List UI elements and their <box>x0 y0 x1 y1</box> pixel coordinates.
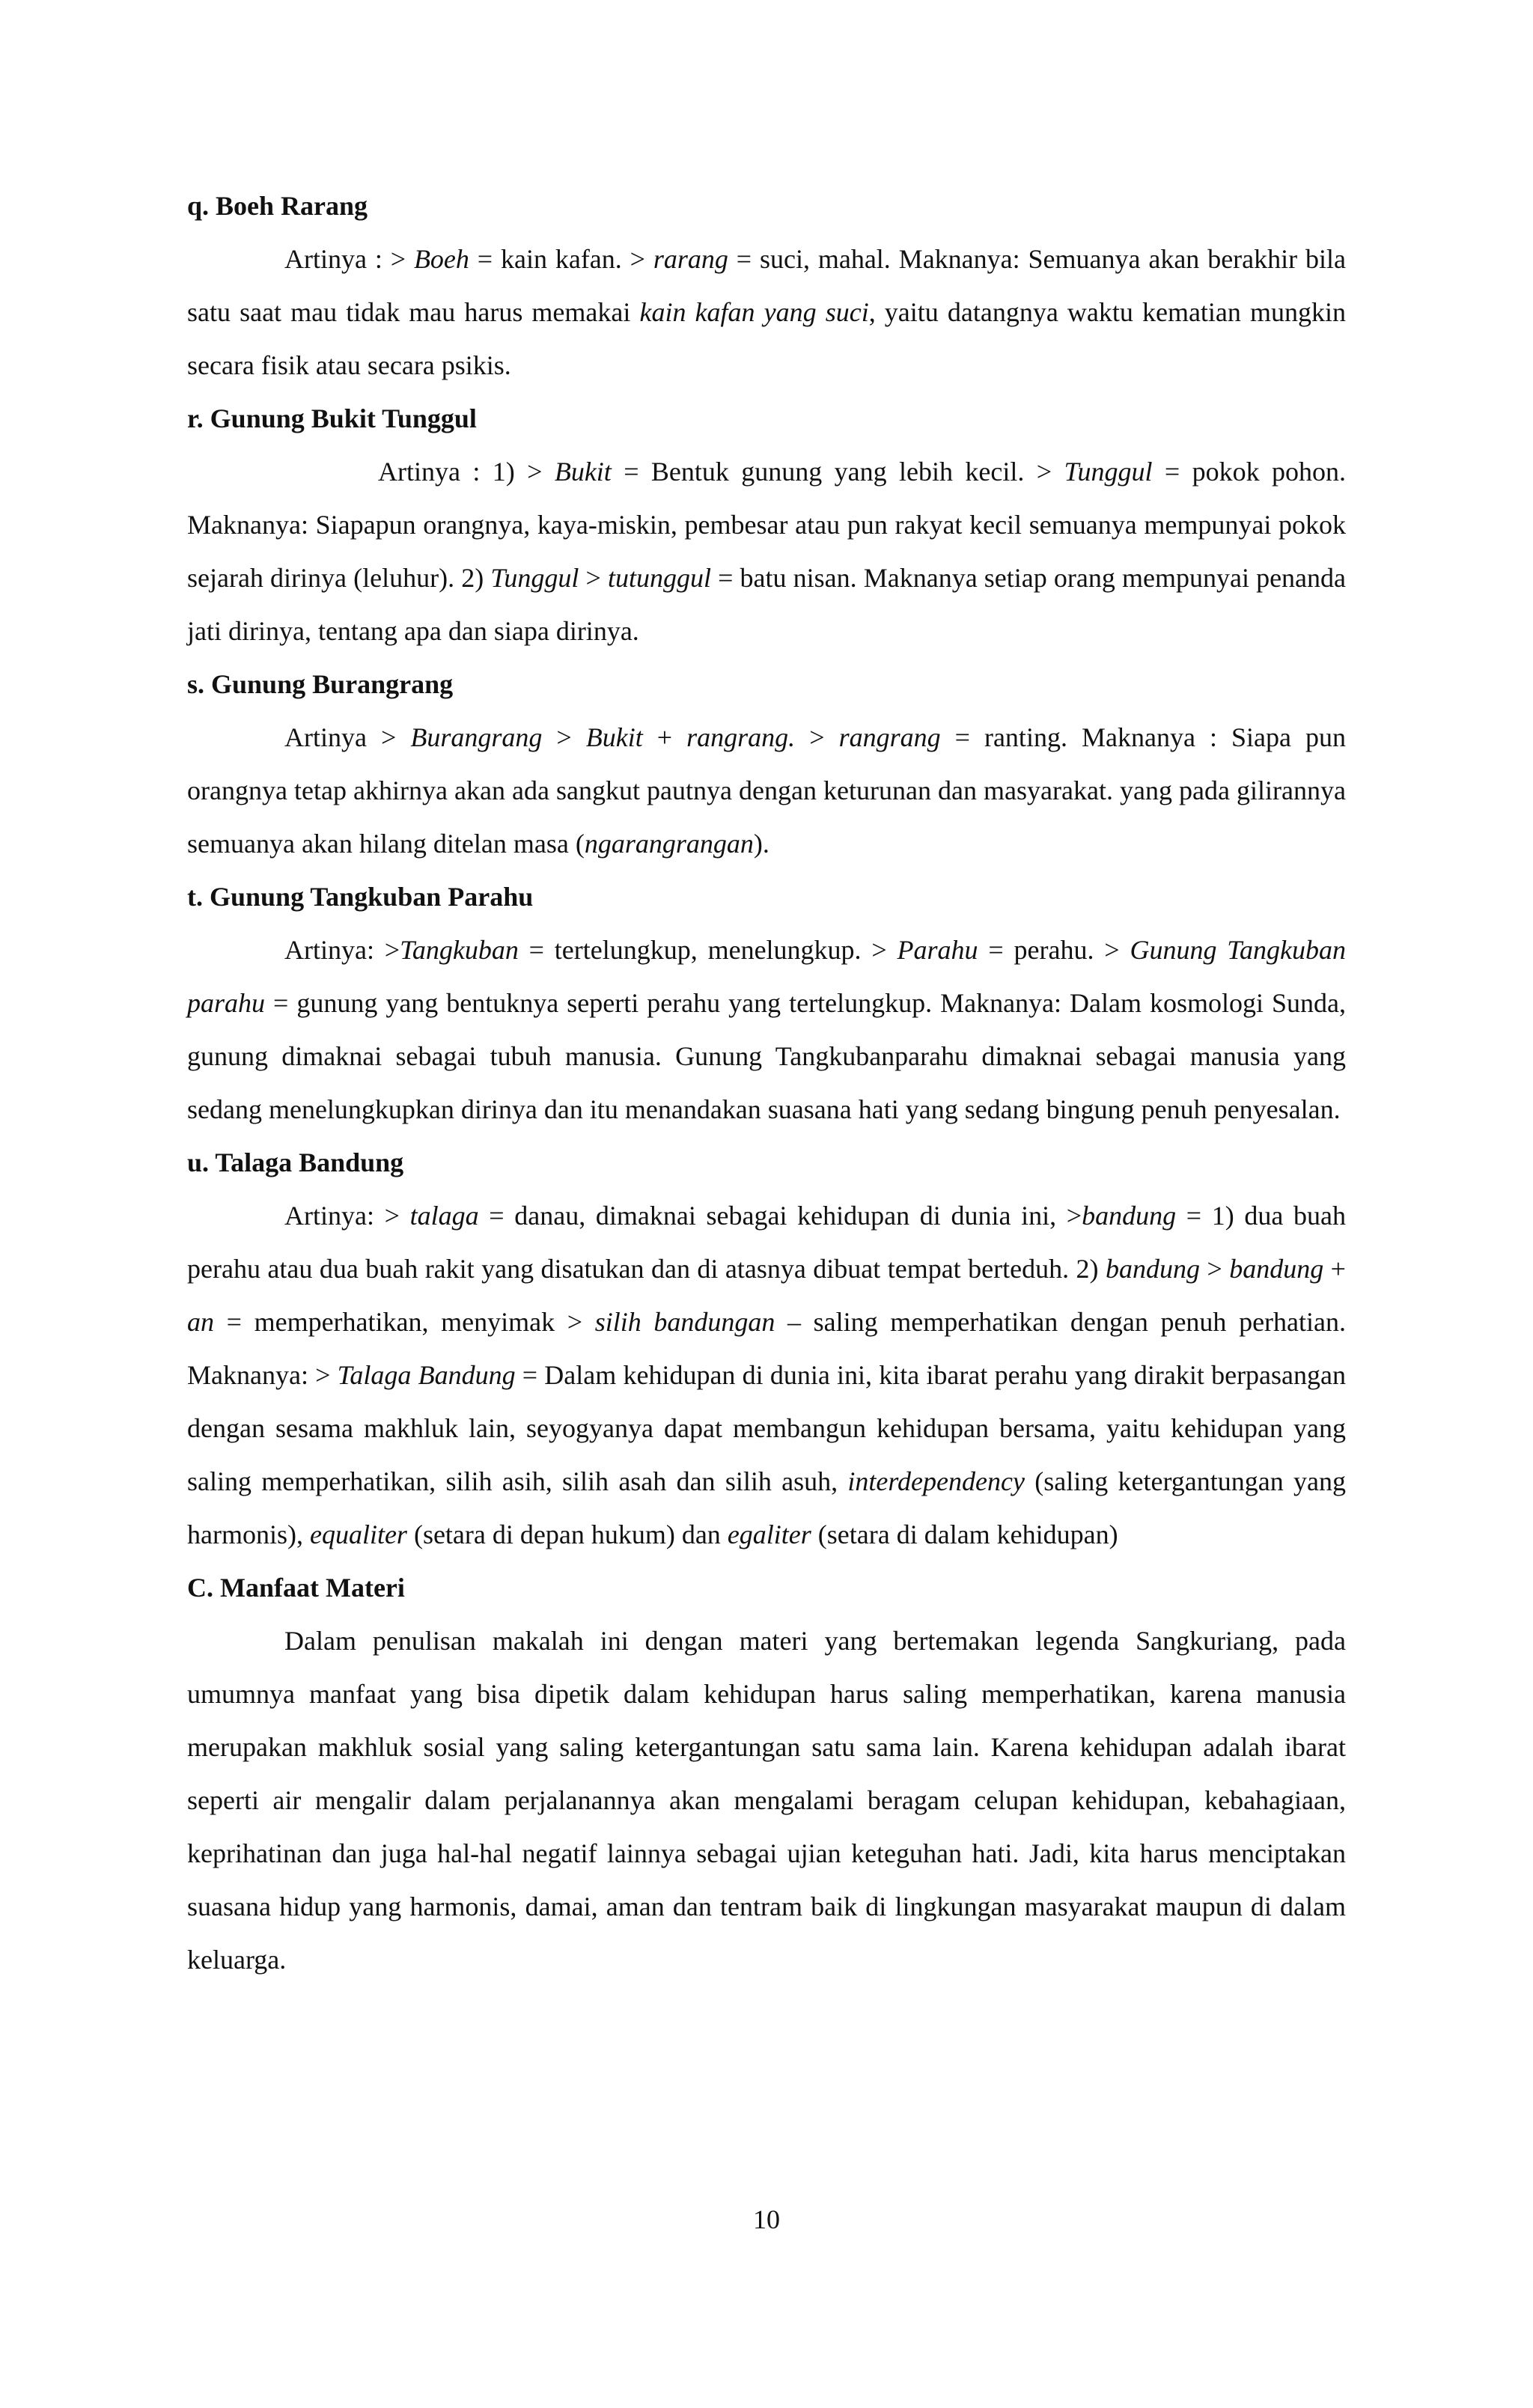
section-heading-s: s. Gunung Burangrang <box>187 669 454 699</box>
section-heading-c: C. Manfaat Materi <box>187 1573 405 1603</box>
section-paragraph-q: Artinya : > Boeh = kain kafan. > rarang = suci, mahal. Maknanya: Semuanya akan berakhir bila satu saat mau tidak mau harus memakai kain kafan yang suci, yaitu datangnya waktu kematian mungkin secara fisik atau secara psikis. <box>187 244 1347 380</box>
section-paragraph-u: Artinya: > talaga = danau, dimaknai sebagai kehidupan di dunia ini, >bandung = 1) dua buah perahu atau dua buah rakit yang disatukan dan di atasnya dibuat tempat berteduh. 2) bandung > bandung + an = memperhatikan, menyimak > silih bandungan – saling memperhatikan dengan penuh perhatian. Maknanya: > Talaga Bandung = Dalam kehidupan di dunia ini, kita ibarat perahu yang dirakit berpasangan dengan sesama makhluk lain, seyogyanya dapat membangun kehidupan bersama, yaitu kehidupan yang saling memperhatikan, silih asih, silih asah dan silih asuh, interdependency (saling ketergantungan yang harmonis), equaliter (setara di depan hukum) dan egaliter (setara di dalam kehidupan) <box>187 1201 1347 1549</box>
section-paragraph-c: Dalam penulisan makalah ini dengan materi yang bertemakan legenda Sangkuriang, pada umumnya manfaat yang bisa dipetik dalam kehidupan harus saling memperhatikan, karena manusia merupakan makhluk sosial yang saling ketergantungan satu sama lain. Karena kehidupan adalah ibarat seperti air mengalir dalam perjalanannya akan mengalami beragam celupan kehidupan, kebahagiaan, keprihatinan dan juga hal-hal negatif lainnya sebagai ujian keteguhan hati. Jadi, kita harus menciptakan suasana hidup yang harmonis, damai, aman dan tentram baik di lingkungan masyarakat maupun di dalam keluarga. <box>187 1626 1346 1975</box>
page-number: 10 <box>753 2204 780 2234</box>
section-paragraph-r: Artinya : 1) > Bukit = Bentuk gunung yang lebih kecil. > Tunggul = pokok pohon. Maknanya: Siapapun orangnya, kaya-miskin, pembesar atau pun rakyat kecil semuanya mempunyai pokok sejarah dirinya (leluhur). 2) Tunggul > tutunggul = batu nisan. Maknanya setiap orang mempunyai penanda jati dirinya, tentang apa dan siapa dirinya. <box>187 457 1347 646</box>
section-paragraph-t: Artinya: >Tangkuban = tertelungkup, menelungkup. > Parahu = perahu. > Gunung Tangkuban parahu = gunung yang bentuknya seperti perahu yang tertelungkup. Maknanya: Dalam kosmologi Sunda, gunung dimaknai sebagai tubuh manusia. Gunung Tangkubanparahu dimaknai sebagai manusia yang sedang menelungkupkan dirinya dan itu menandakan suasana hati yang sedang bingung penuh penyesalan. <box>187 935 1346 1124</box>
section-heading-q: q. Boeh Rarang <box>187 191 368 221</box>
section-heading-u: u. Talaga Bandung <box>187 1147 404 1177</box>
section-paragraph-s: Artinya > Burangrang > Bukit + rangrang. > rangrang = ranting. Maknanya : Siapa pun orangnya tetap akhirnya akan ada sangkut pautnya dengan keturunan dan masyarakat. yang pada gilirannya semuanya akan hilang ditelan masa (ngarangrangan). <box>187 722 1347 859</box>
section-heading-r: r. Gunung Bukit Tunggul <box>187 403 477 433</box>
section-heading-t: t. Gunung Tangkuban Parahu <box>187 882 534 912</box>
